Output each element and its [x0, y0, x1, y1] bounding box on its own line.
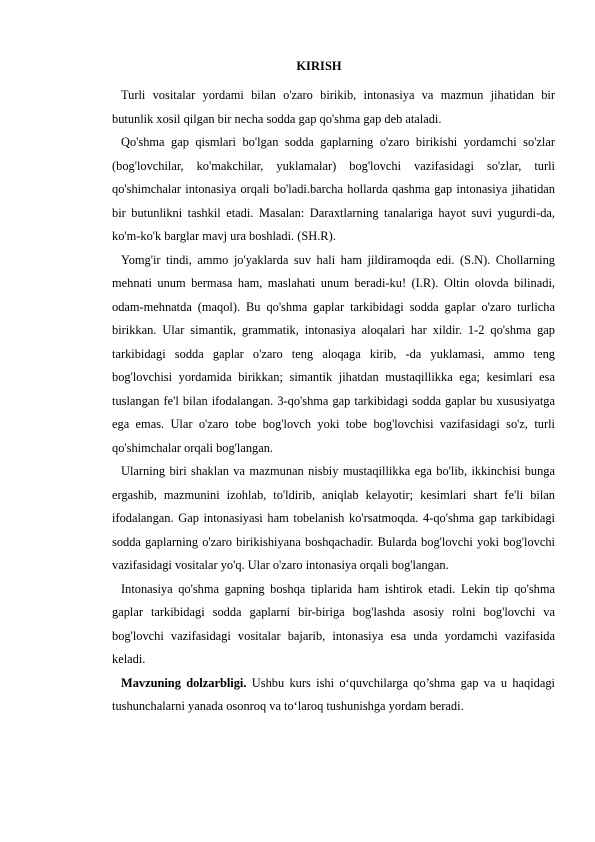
paragraph-text: Intonasiya qo'shma gapning boshqa tiplarida ham ishtirok etadi. Lekin tip qo'shma gaplar tarkibidagi sodda gaplarni bir-biriga bog'lashda asosiy rolni bog'lovchi va bog'lovchi vazifasidagi vositalar bajarib, intonasiya esa unda yordamchi vazifasida keladi. — [112, 581, 555, 666]
paragraph-5 — [112, 578, 555, 672]
section-heading: KIRISH — [296, 59, 342, 73]
paragraph-text: Ularning biri shaklan va mazmunan nisbiy mustaqillikka ega bo'lib, ikkinchisi bunga ergashib, mazmunini izohlab, to'ldirib, aniqlab kelayotir; kesimlari shart fe'li bilan ifodalangan. Gap intonasiyasi ham tobelanish ko'rsatmoqda. 4-qo'shma gap tarkibidagi sodda gaplarning o'zaro birikishiyana boshqachadir. Bularda bog'lovchi yoki bog'lovchi vazifasidagi vositalar yo'q. Ular o'zaro intonasiya orqali bog'langan. — [112, 464, 555, 572]
paragraph-text: Yomg'ir tindi, ammo jo'yaklarda suv hali ham jildiramoqda edi. (S.N). Chollarning mehnati unum bermasa ham, maslahati unum beradi-ku! (I.R). Oltin olovda bilinadi, odam-mehnatda (maqol). Bu qo'shma gaplar tarkibidagi sodda gaplar o'zaro turlicha birikkan. Ular simantik, grammatik, intonasiya aloqalari har xildir. 1-2 qo'shma gap tarkibidagi sodda gaplar o'zaro teng aloqaga kirib, -da yuklamasi, ammo teng bog'lovchisi yordamida birikkan; simantik jihatdan mustaqillikka ega; kesimlari esa tuslangan fe'l bilan ifodalangan. 3-qo'shma gap tarkibidagi sodda gaplar bu xususiyatga ega emas. Ular o'zaro tobe bog'lovch yoki tobe bog'lovchisi vazifasidagi so'z, turli qo'shimchalar orqali bog'langan. — [112, 252, 555, 455]
paragraph-6 — [112, 672, 555, 719]
paragraph-text: Qo'shma gap qismlari bo'lgan sodda gaplarning o'zaro birikishi yordamchi so'zlar (bog'lovchilar, ko'makchilar, yuklamalar) bog'lovchi vazifasidagi so'zlar, turli qo'shimchalar intonasiya orqali bo'ladi.barcha hollarda qashma gap intonasiya jihatidan bir butunlikni tashkil etadi. Masalan: Daraxtlarning tanalariga hayot suvi yugurdi-da, ko'm-ko'k barglar mavj ura boshladi. (SH.R). — [112, 135, 555, 243]
paragraph-1 — [112, 84, 555, 131]
paragraph-text: Ushbu kurs ishi o‘quvchilarga qo’shma gap va u haqidagi tushunchalarni yanada osonroq va to‘laroq tushunishga yordam beradi. — [112, 675, 556, 713]
paragraph-lead-term: Mavzuning dolzarbligi. — [121, 675, 247, 690]
paragraph-text: Turli vositalar yordami bilan o'zaro birikib, intonasiya va mazmun jihatidan bir butunlik xosil qilgan bir necha sodda gap qo'shma gap deb ataladi. — [112, 88, 555, 126]
document-body — [112, 84, 555, 719]
paragraph-2 — [112, 131, 555, 249]
paragraph-4 — [112, 460, 555, 578]
paragraph-3 — [112, 249, 555, 461]
